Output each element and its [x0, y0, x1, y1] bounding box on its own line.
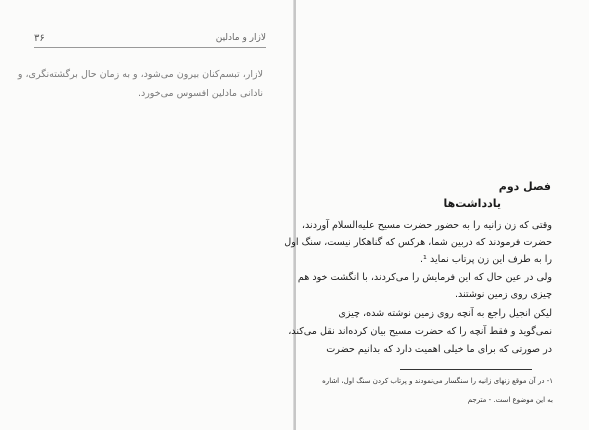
footnote-line: ۱- در آن موقع زنهای زانیه را سنگسار می‌نمودند و پرتاب کردن سنگ اول، اشاره: [322, 377, 553, 385]
paragraph-line: را به طرف این زن پرتاب نماید ¹.: [419, 254, 552, 265]
paragraph-line: حضرت فرمودند که دربین شما، هرکس که گناهکار نیست، سنگ اول: [284, 237, 552, 248]
paragraph-line: چیزی روی زمین نوشتند.: [454, 289, 552, 300]
paragraph-line: ولی در عین حال که این فرمایش را می‌کردند، با انگشت خود هم: [297, 272, 552, 283]
paragraph-line: لیکن انجیل راجع به آنچه روی زمین نوشته شده، چیزی: [338, 308, 552, 319]
footnote-separator: [400, 369, 532, 370]
running-title: لازار و مادلین: [215, 33, 266, 43]
paragraph-line: نمی‌گوید و فقط آنچه را که حضرت مسیح بیان کرده‌اند نقل می‌کند،: [288, 326, 552, 337]
left-page: [0, 0, 294, 430]
paragraph-line: در صورتی که برای ما خیلی اهمیت دارد که بدانیم حضرت: [326, 344, 552, 355]
chapter-title: فصل دوم: [498, 180, 551, 193]
right-page: [284, 0, 589, 430]
paragraph-line: وقتی که زن زانیه را به حضور حضرت مسیح علیه‌السلام آوردند،: [301, 220, 552, 231]
running-header: [34, 33, 266, 48]
left-page-text-line: لازار، تبسم‌کنان بیرون می‌شود، و به زمان حال برگشته‌نگری، و: [17, 69, 263, 80]
section-title: یادداشت‌ها: [443, 197, 501, 210]
left-page-text-line: نادانی مادلین افسوس می‌خورد.: [137, 88, 263, 99]
footnote-line: به این موضوع است. - مترجم: [467, 396, 553, 404]
page-number: ۳۶: [34, 33, 45, 44]
